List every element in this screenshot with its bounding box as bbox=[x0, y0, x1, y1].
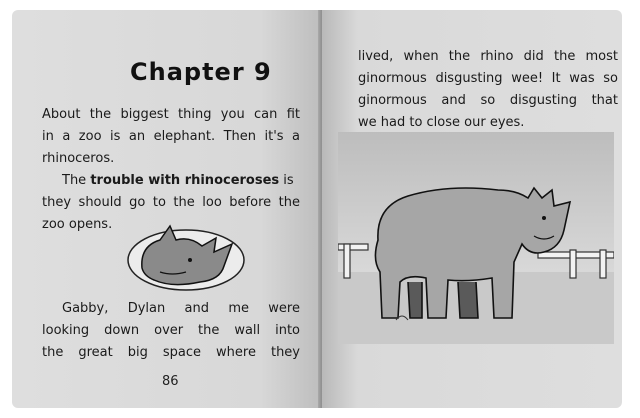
left-paragraph-1 bbox=[42, 104, 300, 170]
text-line: they should go to the loo before the bbox=[42, 195, 300, 210]
page-number: 86 bbox=[162, 374, 179, 389]
text-line: we had to close our eyes. bbox=[358, 115, 525, 130]
text-line: Gabby, Dylan and me were bbox=[62, 301, 300, 316]
text-line: zoo opens. bbox=[42, 217, 113, 232]
rhino-head-illustration bbox=[120, 218, 250, 298]
rhino-eye bbox=[542, 216, 546, 220]
bold-phrase: trouble with rhinoceroses bbox=[90, 173, 280, 188]
rhino-eye bbox=[188, 258, 192, 262]
text-line: rhinoceros. bbox=[42, 151, 115, 166]
text-line: the great big space where they bbox=[42, 345, 300, 360]
text-line: lived, when the rhino did the most bbox=[358, 49, 618, 64]
text-line bbox=[42, 170, 300, 192]
chapter-title: Chapter 9 bbox=[130, 58, 272, 86]
text-line: in a zoo is an elephant. Then it's a bbox=[42, 129, 300, 144]
text-line: ginormous and so disgusting that bbox=[358, 93, 618, 108]
right-paragraph-1 bbox=[358, 46, 618, 134]
text-segment: is bbox=[279, 173, 294, 188]
text-line: ginormous disgusting wee! It was so bbox=[358, 71, 618, 86]
text-line: looking down over the wall into bbox=[42, 323, 300, 338]
rhino-scene-illustration bbox=[338, 132, 614, 344]
text-segment: The bbox=[62, 173, 91, 188]
left-page bbox=[12, 10, 322, 408]
text-line: About the biggest thing you can fit bbox=[42, 107, 300, 122]
left-paragraph-3 bbox=[42, 298, 300, 364]
